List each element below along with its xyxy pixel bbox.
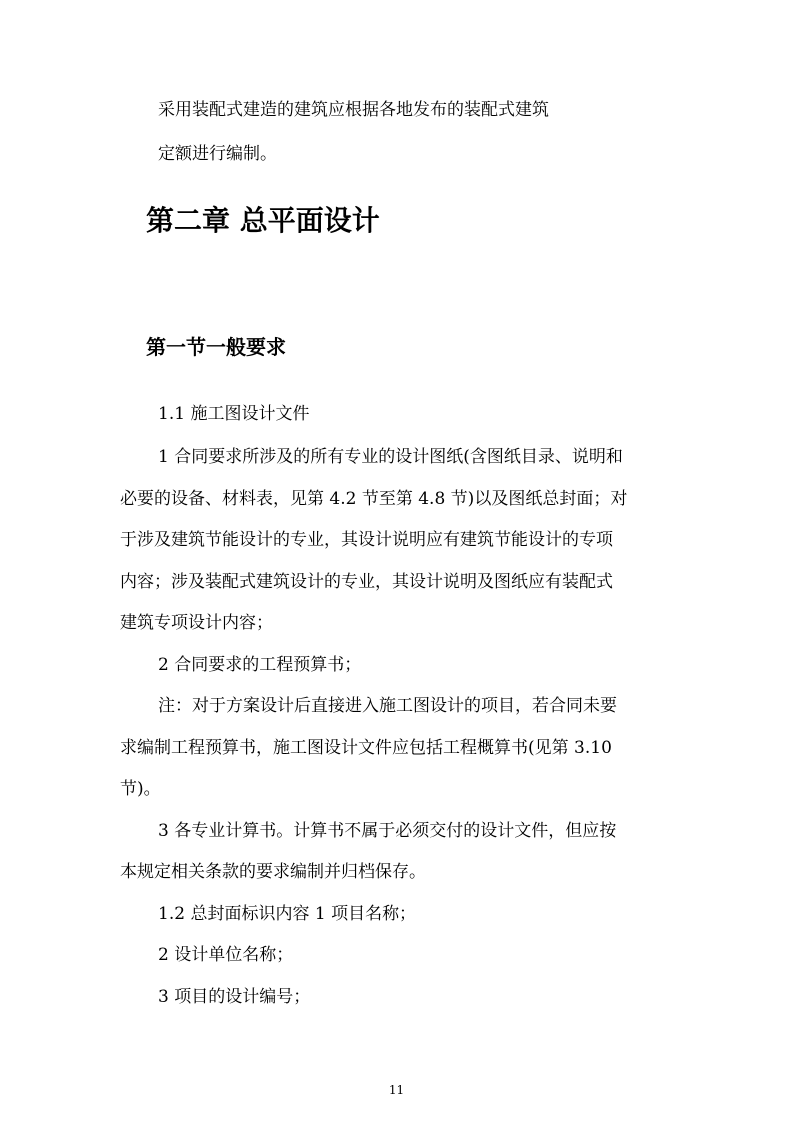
page-number: 11 — [388, 1083, 405, 1097]
paragraph-item-3-line-1: 3 各专业计算书。计算书不属于必须交付的设计文件，但应按 — [158, 821, 617, 841]
note-line-1: 注：对于方案设计后直接进入施工图设计的项目，若合同未要 — [158, 696, 617, 716]
note-line-2: 求编制工程预算书，施工图设计文件应包括工程概算书(见第 3.10 — [120, 738, 612, 758]
paragraph-item-1-line-5: 建筑专项设计内容； — [120, 613, 273, 633]
paragraph-item-2: 2 合同要求的工程预算书； — [158, 655, 362, 675]
chapter-title: 第二章 总平面设计 — [146, 204, 380, 237]
paragraph-item-1-line-2: 必要的设备、材料表，见第 4.2 节至第 4.8 节)以及图纸总封面；对 — [120, 489, 628, 509]
paragraph-1-2-heading: 1.2 总封面标识内容 1 项目名称； — [158, 904, 417, 924]
paragraph-item-1-line-4: 内容；涉及装配式建筑设计的专业，其设计说明及图纸应有装配式 — [120, 572, 613, 592]
intro-line-1: 采用装配式建造的建筑应根据各地发布的装配式建筑 — [158, 100, 549, 120]
section-title: 第一节一般要求 — [146, 335, 286, 359]
intro-line-2: 定额进行编制。 — [158, 144, 277, 164]
paragraph-cover-item-3: 3 项目的设计编号； — [158, 987, 311, 1007]
paragraph-cover-item-2: 2 设计单位名称； — [158, 945, 294, 965]
paragraph-item-3-line-2: 本规定相关条款的要求编制并归档保存。 — [120, 862, 426, 882]
paragraph-item-1-line-3: 于涉及建筑节能设计的专业，其设计说明应有建筑节能设计的专项 — [120, 530, 613, 550]
paragraph-item-1-line-1: 1 合同要求所涉及的所有专业的设计图纸(含图纸目录、说明和 — [158, 447, 623, 467]
note-line-3: 节)。 — [120, 779, 161, 799]
paragraph-1-1-heading: 1.1 施工图设计文件 — [158, 404, 310, 424]
